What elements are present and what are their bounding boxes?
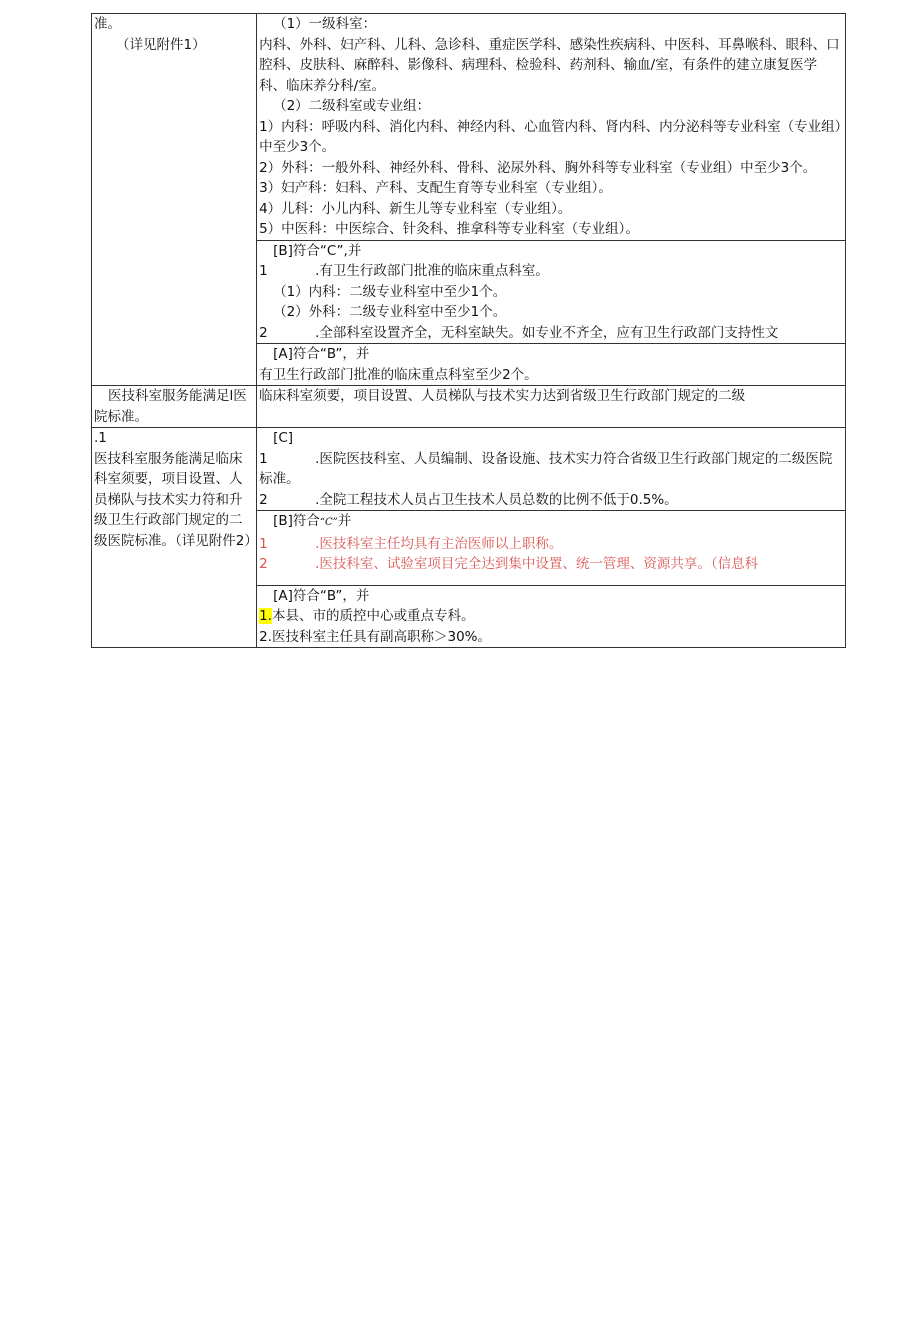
sub-item: （2）外科：二级专业科室中至少1个。 [273, 304, 507, 320]
level-cell [257, 14, 846, 241]
grade-heading: [A]符合“B”，并 [273, 346, 370, 362]
left-cell [92, 386, 257, 428]
item-number: 2 [259, 491, 268, 508]
heading: （2）二级科室或专业组： [273, 98, 431, 114]
item-number: 1 [259, 535, 268, 552]
list-item: 5）中医科：中医综合、针灸科、推拿科等专业科室（专业组）。 [259, 221, 639, 237]
list-item: 3）妇产科：妇科、产科、支配生育等专业科室（专业组）。 [259, 180, 612, 196]
left-number: .1 [94, 430, 107, 446]
item-text: 临床科室须要，项目设置、人员梯队与技术实力达到省级卫生行政部门规定的二级 [259, 388, 746, 404]
left-text: 准。 [94, 16, 121, 32]
item-number: 1 [259, 450, 268, 467]
grade-mark: “C” [319, 517, 338, 528]
table-row [92, 14, 846, 241]
item-text: .医技科室主任均具有主治医师以上职称。 [315, 535, 563, 552]
highlighted-number: 1. [259, 608, 272, 624]
table-row [92, 428, 846, 511]
left-text: （详见附件1） [116, 36, 206, 53]
item-text: 本县、市的质控中心或重点专科。 [271, 608, 475, 624]
item-text: 有卫生行政部门批准的临床重点科室至少2个。 [259, 366, 538, 383]
list-item: 1）内科：呼吸内科、消化内科、神经内科、心血管内科、肾内科、内分泌科等专业科室（专业组）中至少3个。 [259, 118, 842, 155]
left-cell [92, 428, 257, 648]
item-text: 2.医技科室主任具有副高职称＞30%。 [259, 628, 491, 645]
right-cell [257, 386, 846, 428]
item-text: .医技科室、试验室项目完全达到集中设置、统一管理、资源共享。（信息科 [315, 556, 759, 572]
grade-heading: [B]符合“C”并 [273, 513, 352, 529]
grade-b-cell [257, 511, 846, 586]
grade-c-cell [257, 428, 846, 511]
grade-heading: [B]符合“C”,并 [273, 242, 362, 259]
left-text: 医技科室服务能满足临床科室须要，项目设置、人员梯队与技术实力符和升级卫生行政部门规定的二级医院标准。（详见附件2） [94, 450, 258, 549]
item-text: .全部科室设置齐全，无科室缺失。如专业不齐全，应有卫生行政部门支持性文 [315, 324, 779, 341]
left-text: 医技科室服务能满足l医院标准。 [94, 388, 247, 425]
list-item: 4）儿科：小儿内科、新生儿等专业科室（专业组）。 [259, 200, 572, 217]
item-text: .医院医技科室、人员编制、设备设施、技术实力符合省级卫生行政部门规定的二级医院标准。 [259, 450, 833, 487]
grade-b-cell [257, 240, 846, 344]
sub-item: （1）内科：二级专业科室中至少1个。 [273, 283, 507, 300]
item-text: .有卫生行政部门批准的临床重点科室。 [315, 263, 549, 279]
item-number: 2 [259, 324, 268, 341]
item-number: 1 [259, 263, 268, 279]
heading: （1）一级科室： [273, 16, 377, 32]
paragraph: 内科、外科、妇产科、儿科、急诊科、重症医学科、感染性疾病科、中医科、耳鼻喉科、眼科、口腔科、皮肤科、麻醉科、影像科、病理科、检验科、药剂科、输血/室，有条件的建立康复医学科、临床养分科/室。 [259, 36, 840, 94]
item-number: 2 [259, 556, 268, 572]
grade-a-cell [257, 585, 846, 648]
left-cell [92, 14, 257, 386]
grade-heading: [A]符合“B”，并 [273, 587, 370, 604]
standards-table [91, 13, 846, 648]
list-item: 2）外科：一般外科、神经外科、骨科、泌尿外科、胸外科等专业科室（专业组）中至少3个。 [259, 159, 817, 176]
table-row [92, 386, 846, 428]
grade-a-cell [257, 344, 846, 386]
item-text: .全院工程技术人员占卫生技术人员总数的比例不低于0.5%。 [315, 491, 678, 508]
grade-heading: [C] [273, 430, 294, 446]
